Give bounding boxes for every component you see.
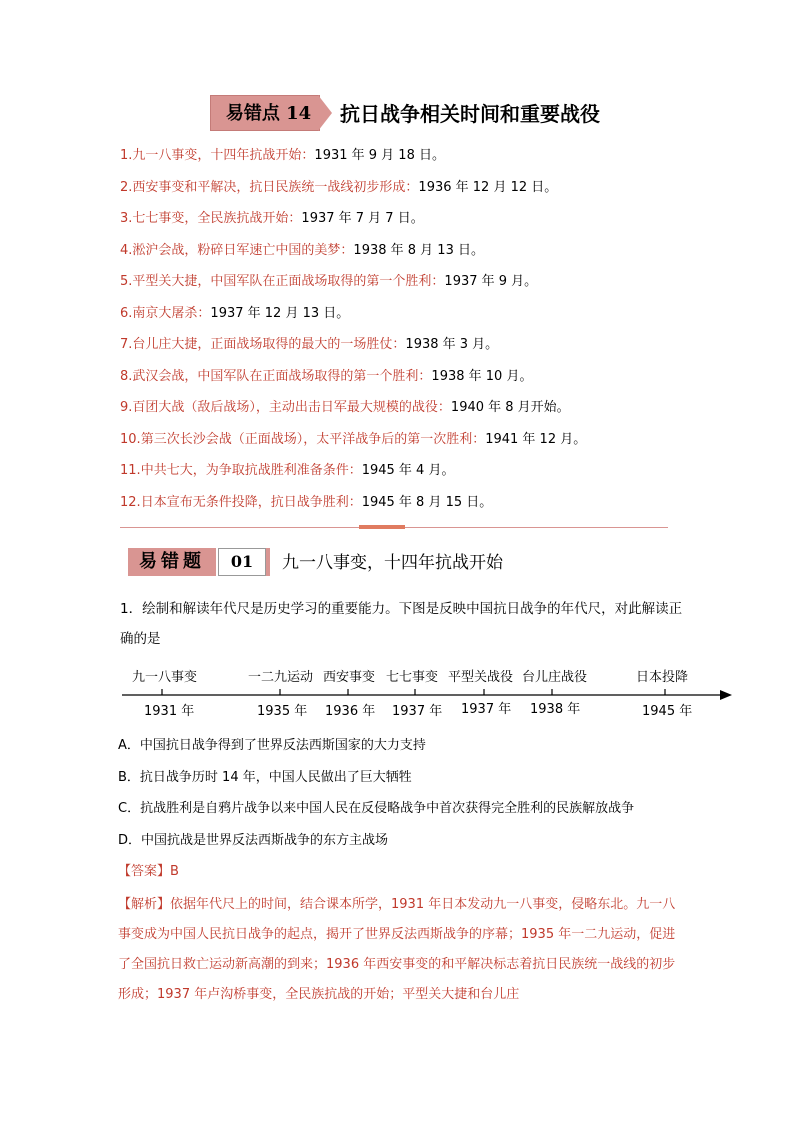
option-a: A．中国抗日战争得到了世界反法西斯国家的大力支持: [118, 738, 426, 753]
fact-item: 4.淞沪会战，粉碎日军速亡中国的美梦：1938 年 8 月 13 日。: [120, 242, 484, 258]
timeline-year-label: 1937 年: [392, 704, 443, 719]
fact-item: 10.第三次长沙会战（正面战场），太平洋战争后的第一次胜利：1941 年 12 月。: [120, 431, 587, 447]
fact-item: 5.平型关大捷，中国军队在正面战场取得的第一个胜利：1937 年 9 月。: [120, 274, 538, 289]
timeline: [120, 660, 740, 720]
divider-accent: [359, 525, 405, 529]
timeline-event-label: 日本投降: [636, 670, 689, 685]
timeline-year-label: 1936 年: [325, 704, 376, 719]
options-list: [118, 734, 718, 860]
timeline-year-label: 1938 年: [530, 702, 581, 717]
option-b: B．抗日战争历时 14 年，中国人民做出了巨大牺牲: [118, 769, 412, 785]
question-title: 九一八事变，十四年抗战开始: [282, 553, 503, 573]
facts-list: [120, 144, 760, 522]
section-title: 抗日战争相关时间和重要战役: [340, 102, 600, 126]
analysis: 【解析】依据年代尺上的时间，结合课本所学，1931 年日本发动九一八事变，侵略东北。九一八事变成为中国人民抗日战争的起点，揭开了世界反法西斯战争的序幕；1935 年一二九运动，促进了全国抗日救亡运动新高潮的到来；1936 年西安事变的和平解决标志着抗日民族统一战线的初步形成；1937 年卢沟桥事变，全民族抗战的开始；平型关大捷和台儿庄: [118, 897, 676, 1002]
timeline-event-label: 九一八事变: [132, 670, 198, 685]
timeline-year-label: 1935 年: [257, 704, 308, 719]
fact-item: 3.七七事变，全民族抗战开始：1937 年 7 月 7 日。: [120, 211, 424, 226]
timeline-year-label: 1931 年: [144, 704, 195, 719]
section-tag: 易错点 14: [225, 103, 312, 124]
question-tag-strip: [266, 548, 270, 576]
fact-item: 8.武汉会战，中国军队在正面战场取得的第一个胜利：1938 年 10 月。: [120, 368, 533, 384]
answer: 【答案】B: [118, 864, 179, 879]
fact-item: 2.西安事变和平解决，抗日民族统一战线初步形成：1936 年 12 月 12 日。: [120, 179, 558, 195]
fact-item: 7.台儿庄大捷，正面战场取得的最大的一场胜仗：1938 年 3 月。: [120, 337, 499, 352]
fact-item: 11.中共七大，为争取抗战胜利准备条件：1945 年 4 月。: [120, 463, 455, 478]
fact-item: 12.日本宣布无条件投降，抗日战争胜利：1945 年 8 月 15 日。: [120, 494, 493, 510]
timeline-event-label: 台儿庄战役: [522, 670, 588, 685]
timeline-year-label: 1945 年: [642, 704, 693, 719]
timeline-year-label: 1937 年: [461, 702, 512, 717]
question-number: 01: [218, 548, 266, 576]
timeline-event-label: 平型关战役: [448, 670, 514, 685]
timeline-event-label: 七七事变: [386, 670, 439, 685]
question-tag: 易错题: [128, 548, 216, 576]
timeline-event-label: 西安事变: [323, 670, 376, 685]
fact-item: 6.南京大屠杀：1937 年 12 月 13 日。: [120, 305, 350, 321]
timeline-event-label: 一二九运动: [248, 670, 314, 685]
question-stem: 1．绘制和解读年代尺是历史学习的重要能力。下图是反映中国抗日战争的年代尺，对此解读正确的是: [120, 601, 683, 647]
option-c: C．抗战胜利是自鸦片战争以来中国人民在反侵略战争中首次获得完全胜利的民族解放战争: [118, 801, 635, 816]
fact-item: 9.百团大战（敌后战场），主动出击日军最大规模的战役：1940 年 8 月开始。: [120, 400, 570, 415]
fact-item: 1.九一八事变，十四年抗战开始：1931 年 9 月 18 日。: [120, 148, 445, 163]
option-d: D．中国抗战是世界反法西斯战争的东方主战场: [118, 832, 389, 848]
